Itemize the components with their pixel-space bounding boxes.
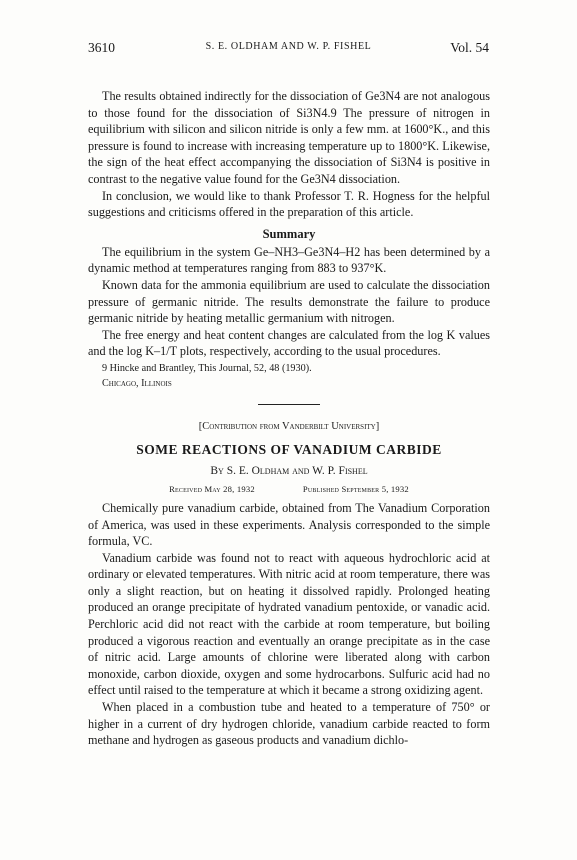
- running-head: [88, 40, 489, 56]
- conclusion-paragraph-1: The results obtained indirectly for the dissociation of Ge3N4 are not analogous to those found for the dissociation of Si3N4.9 The pressure of nitrogen in equilibrium with silicon and silicon nitride is only a few mm. at 1600°K., and this pressure is found to increase with increasing temperature up to 1800°K. Likewise, the sign of the heat effect accompanying the dissociation of Si3N4 is positive in contrast to the negative value found for the Ge3N4 dissociation.: [88, 89, 490, 186]
- section-divider: [258, 404, 320, 405]
- page-number: 3610: [88, 40, 115, 55]
- article-title: SOME REACTIONS OF VANADIUM CARBIDE: [136, 441, 442, 457]
- summary-paragraph-1: The equilibrium in the system Ge–NH3–Ge3N4–H2 has been determined by a dynamic method at temperatures ranging from 883 to 937°K.: [88, 244, 490, 276]
- article-paragraph-1: Chemically pure vanadium carbide, obtained from The Vanadium Corporation of America, was used in these experiments. Analysis corresponded to the simple formula, VC.: [88, 500, 490, 549]
- summary-paragraph-3: The free energy and heat content changes are calculated from the log K values and the log K–1/T plots, respectively, according to the usual procedures.: [88, 327, 490, 359]
- volume-label: Vol. 54: [450, 40, 489, 55]
- received-date: Received May 28, 1932: [169, 483, 255, 494]
- conclusion-paragraph-2: In conclusion, we would like to thank Professor T. R. Hogness for the helpful suggestions and criticisms offered in the preparation of this article.: [88, 188, 490, 220]
- article-paragraph-3: When placed in a combustion tube and heated to a temperature of 750° or higher in a current of dry hydrogen chloride, vanadium carbide reacted to form methane and hydrogen as gaseous products and vanadium dichlo-: [88, 700, 490, 748]
- footnote: 9 Hincke and Brantley, This Journal, 52, 48 (1930).: [102, 362, 312, 374]
- article-dates: [88, 483, 490, 495]
- institution-place: Chicago, Illinois: [102, 377, 172, 389]
- page-body: [88, 88, 490, 749]
- article-paragraph-2: Vanadium carbide was found not to react with aqueous hydrochloric acid at ordinary or elevated temperatures. With nitric acid at room temperature, there was only a slight reaction, but on heating it dissolved rapidly. Prolonged heating produced an orange precipitate of hydrated vanadium pentoxide, or vanadic acid. Perchloric acid did not react with the carbide at room temperature, but boiling produced a vigorous reaction and eventually an orange precipitate as in the case of nitric acid. Large amounts of chlorine were liberated along with carbon monoxide, carbon dioxide, oxygen and some hydrocarbons. Sulfuric acid had no effect until raised to the temperature at which it became a strong oxidizing agent.: [88, 550, 490, 698]
- contribution-line: [Contribution from Vanderbilt University]: [198, 420, 380, 432]
- published-date: Published September 5, 1932: [302, 483, 409, 494]
- running-head-authors: S. E. OLDHAM AND W. P. FISHEL: [205, 41, 372, 52]
- article-byline: By S. E. Oldham and W. P. Fishel: [210, 464, 368, 477]
- summary-heading: Summary: [262, 226, 316, 241]
- summary-paragraph-2: Known data for the ammonia equilibrium are used to calculate the dissociation pressure of germanic nitride. The results demonstrate the failure to produce germanic nitride by heating metallic germanium with nitrogen.: [88, 277, 490, 326]
